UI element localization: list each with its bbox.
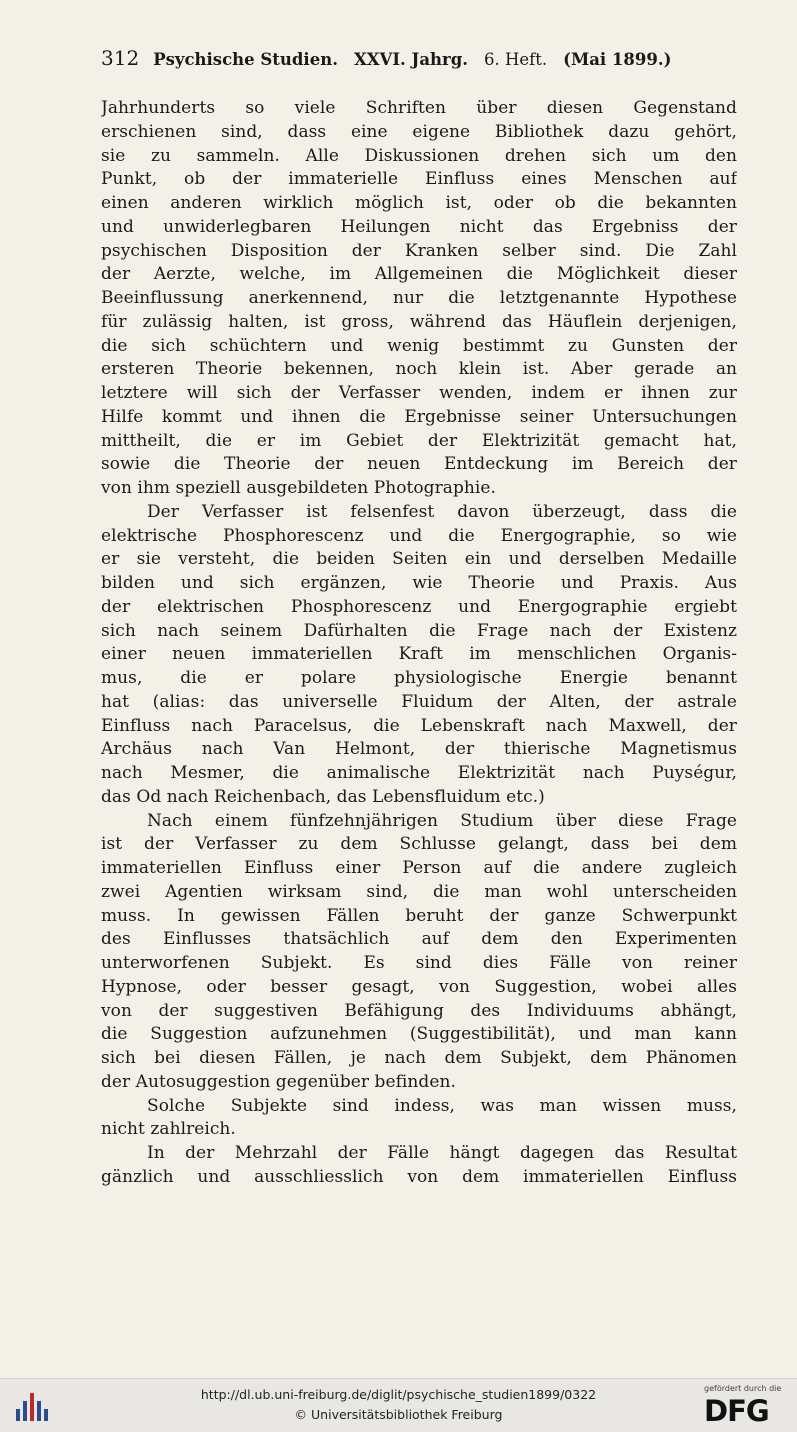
text-line: und unwiderlegbaren Heilungen nicht das Ergebniss der [101,216,737,237]
funder-note: gefördert durch die [704,1384,782,1393]
text-line: einen anderen wirklich möglich ist, oder ob die bekannten [101,193,737,213]
copyright-notice: © Universitätsbibliothek Freiburg [294,1407,503,1422]
text-line: für zulässig halten, ist gross, während das Häuflein derjenigen, [101,311,737,332]
text-line: mittheilt, die er im Gebiet der Elektrizität gemacht hat, [101,430,737,451]
running-header [101,46,741,70]
text-line: erschienen sind, dass eine eigene Bibliothek dazu gehört, [101,121,737,142]
text-line: Hilfe kommt und ihnen die Ergebnisse seiner Untersuchungen [101,406,737,427]
text-line: unterworfenen Subjekt. Es sind dies Fälle von reiner [101,953,737,973]
text-line: Der Verfasser ist felsenfest davon überzeugt, dass die [147,501,737,522]
text-line: Punkt, ob der immaterielle Einfluss eines Menschen auf [101,169,737,190]
text-line: elektrische Phosphorescenz und die Energographie, so wie [101,525,737,546]
text-line: des Einflusses thatsächlich auf dem den Experimenten [101,929,737,950]
page-number: 312 [101,46,140,70]
text-line: das Od nach Reichenbach, das Lebensfluidum etc.) [101,786,545,807]
text-line: ersteren Theorie bekennen, noch klein ist. Aber gerade an [101,359,737,380]
journal-title: Psychische Studien. [153,50,338,69]
text-line: hat (alias: das universelle Fluidum der Alten, der astrale [101,691,737,712]
text-line: Beeinflussung anerkennend, nur die letztgenannte Hypothese [101,288,737,308]
text-line: die Suggestion aufzunehmen (Suggestibilität), und man kann [101,1024,737,1045]
text-line: immateriellen Einfluss einer Person auf die andere zugleich [101,858,737,878]
text-line: sie zu sammeln. Alle Diskussionen drehen sich um den [101,145,737,166]
dfg-logo-icon: DFG [704,1394,769,1428]
viewer-footer [0,1378,797,1432]
text-line: die sich schüchtern und wenig bestimmt zu Gunsten der [101,335,737,356]
text-line: Einfluss nach Paracelsus, die Lebenskraft nach Maxwell, der [101,715,737,736]
text-line: der Autosuggestion gegenüber befinden. [101,1071,456,1092]
text-line: einer neuen immateriellen Kraft im menschlichen Organis- [101,644,737,665]
text-line: nach Mesmer, die animalische Elektrizität nach Puységur, [101,763,737,783]
text-line: mus, die er polare physiologische Energie benannt [101,668,737,688]
permalink-url[interactable]: http://dl.ub.uni-freiburg.de/diglit/psychische_studien1899/0322 [200,1387,597,1402]
text-line: sowie die Theorie der neuen Entdeckung im Bereich der [101,454,737,475]
text-line: Jahrhunderts so viele Schriften über diesen Gegenstand [101,98,737,118]
text-line: von ihm speziell ausgebildeten Photographie. [101,478,496,498]
text-line: In der Mehrzahl der Fälle hängt dagegen das Resultat [147,1143,737,1163]
volume-label: XXVI. Jahrg. [353,50,469,69]
text-line: Hypnose, oder besser gesagt, von Suggestion, wobei alles [101,976,737,997]
text-line: Solche Subjekte sind indess, was man wissen muss, [147,1095,737,1116]
text-line: Archäus nach Van Helmont, der thierische Magnetismus [101,739,737,760]
text-line: gänzlich und ausschliesslich von dem immateriellen Einfluss [101,1166,737,1187]
text-line: er sie versteht, die beiden Seiten ein und derselben Medaille [101,549,737,570]
text-line: zwei Agentien wirksam sind, die man wohl unterscheiden [101,881,737,902]
text-line: sich bei diesen Fällen, je nach dem Subjekt, dem Phänomen [101,1048,737,1068]
text-line: muss. In gewissen Fällen beruht der ganze Schwerpunkt [101,905,737,926]
text-line: nicht zahlreich. [101,1119,236,1140]
issue-label: 6. Heft. [484,50,548,69]
body-text [101,97,737,1190]
text-line: der elektrischen Phosphorescenz und Energographie ergiebt [101,596,737,617]
text-line: psychischen Disposition der Kranken selber sind. Die Zahl [101,240,737,261]
text-line: Nach einem fünfzehnjährigen Studium über diese Frage [147,810,737,831]
text-line: ist der Verfasser zu dem Schlusse gelangt, dass bei dem [101,834,737,855]
text-line: letztere will sich der Verfasser wenden, indem er ihnen zur [101,383,737,403]
text-line: von der suggestiven Befähigung des Individuums abhängt, [101,1000,737,1021]
text-line: sich nach seinem Dafürhalten die Frage nach der Existenz [101,620,737,641]
issue-date: (Mai 1899.) [563,50,672,69]
text-line: der Aerzte, welche, im Allgemeinen die Möglichkeit dieser [101,264,737,285]
text-line: bilden und sich ergänzen, wie Theorie und Praxis. Aus [101,573,737,593]
